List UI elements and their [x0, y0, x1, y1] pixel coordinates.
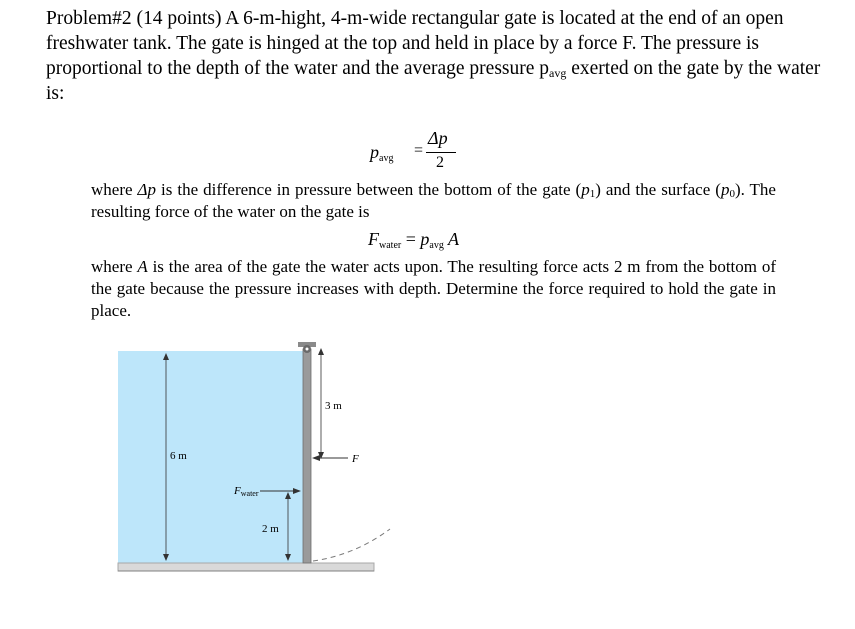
pavg-formula [370, 128, 470, 178]
formula1-lhs-sub: avg [379, 153, 394, 164]
formula1-equals: = [414, 142, 424, 159]
label-6m: 6 m [170, 450, 187, 462]
pavg-symbol: p [539, 58, 550, 79]
dim-3m-arrow-up [318, 348, 324, 355]
force-formula: $F_{water} = p_{avg}$ A [368, 229, 459, 251]
explanation-paragraph-2: where A is the area of the gate the water acts upon. The resulting force acts 2 m from the bottom of the gate because the pressure increases with depth. Determine the force required to hold the gate in place. [91, 257, 776, 320]
problem-statement [46, 6, 836, 106]
gate-diagram [110, 335, 410, 580]
delta-p-symbol: Δp [137, 180, 157, 199]
explanation-paragraph-1: where Δp is the difference in pressure between the bottom of the gate $(p_1)$ and the surface $(p_0)$. The resulting force of the water on the gate is [91, 180, 776, 221]
label-F: F [352, 453, 359, 465]
pavg-subscript: avg [549, 66, 567, 80]
formula1-denominator: 2 [436, 154, 444, 171]
area-symbol: A [137, 257, 148, 276]
label-2m: 2 m [262, 523, 279, 535]
problem-tail-text: exerted on the gate by the water is: [46, 58, 821, 104]
formula1-lhs: $p_{avg}$ [370, 142, 394, 164]
label-Fwater: Fwater [234, 485, 259, 498]
tank-floor [118, 563, 374, 571]
gate [303, 349, 311, 563]
force-F-arrowhead [312, 455, 320, 461]
problem-header-text: Problem#2 (14 points) A 6-m-hight, 4-m-wide rectangular gate is located at the end of an open freshwater tank. The gate is hinged at the top and held in place by a force F. The pressure is proportional to the depth of the water and the average pressure [46, 8, 784, 79]
formula1-fraction-bar [426, 152, 456, 153]
label-3m: 3 m [325, 400, 342, 412]
hinge-pin [306, 348, 309, 351]
formula1-numerator: Δp [428, 128, 448, 148]
gate-swing-arc [313, 529, 390, 561]
